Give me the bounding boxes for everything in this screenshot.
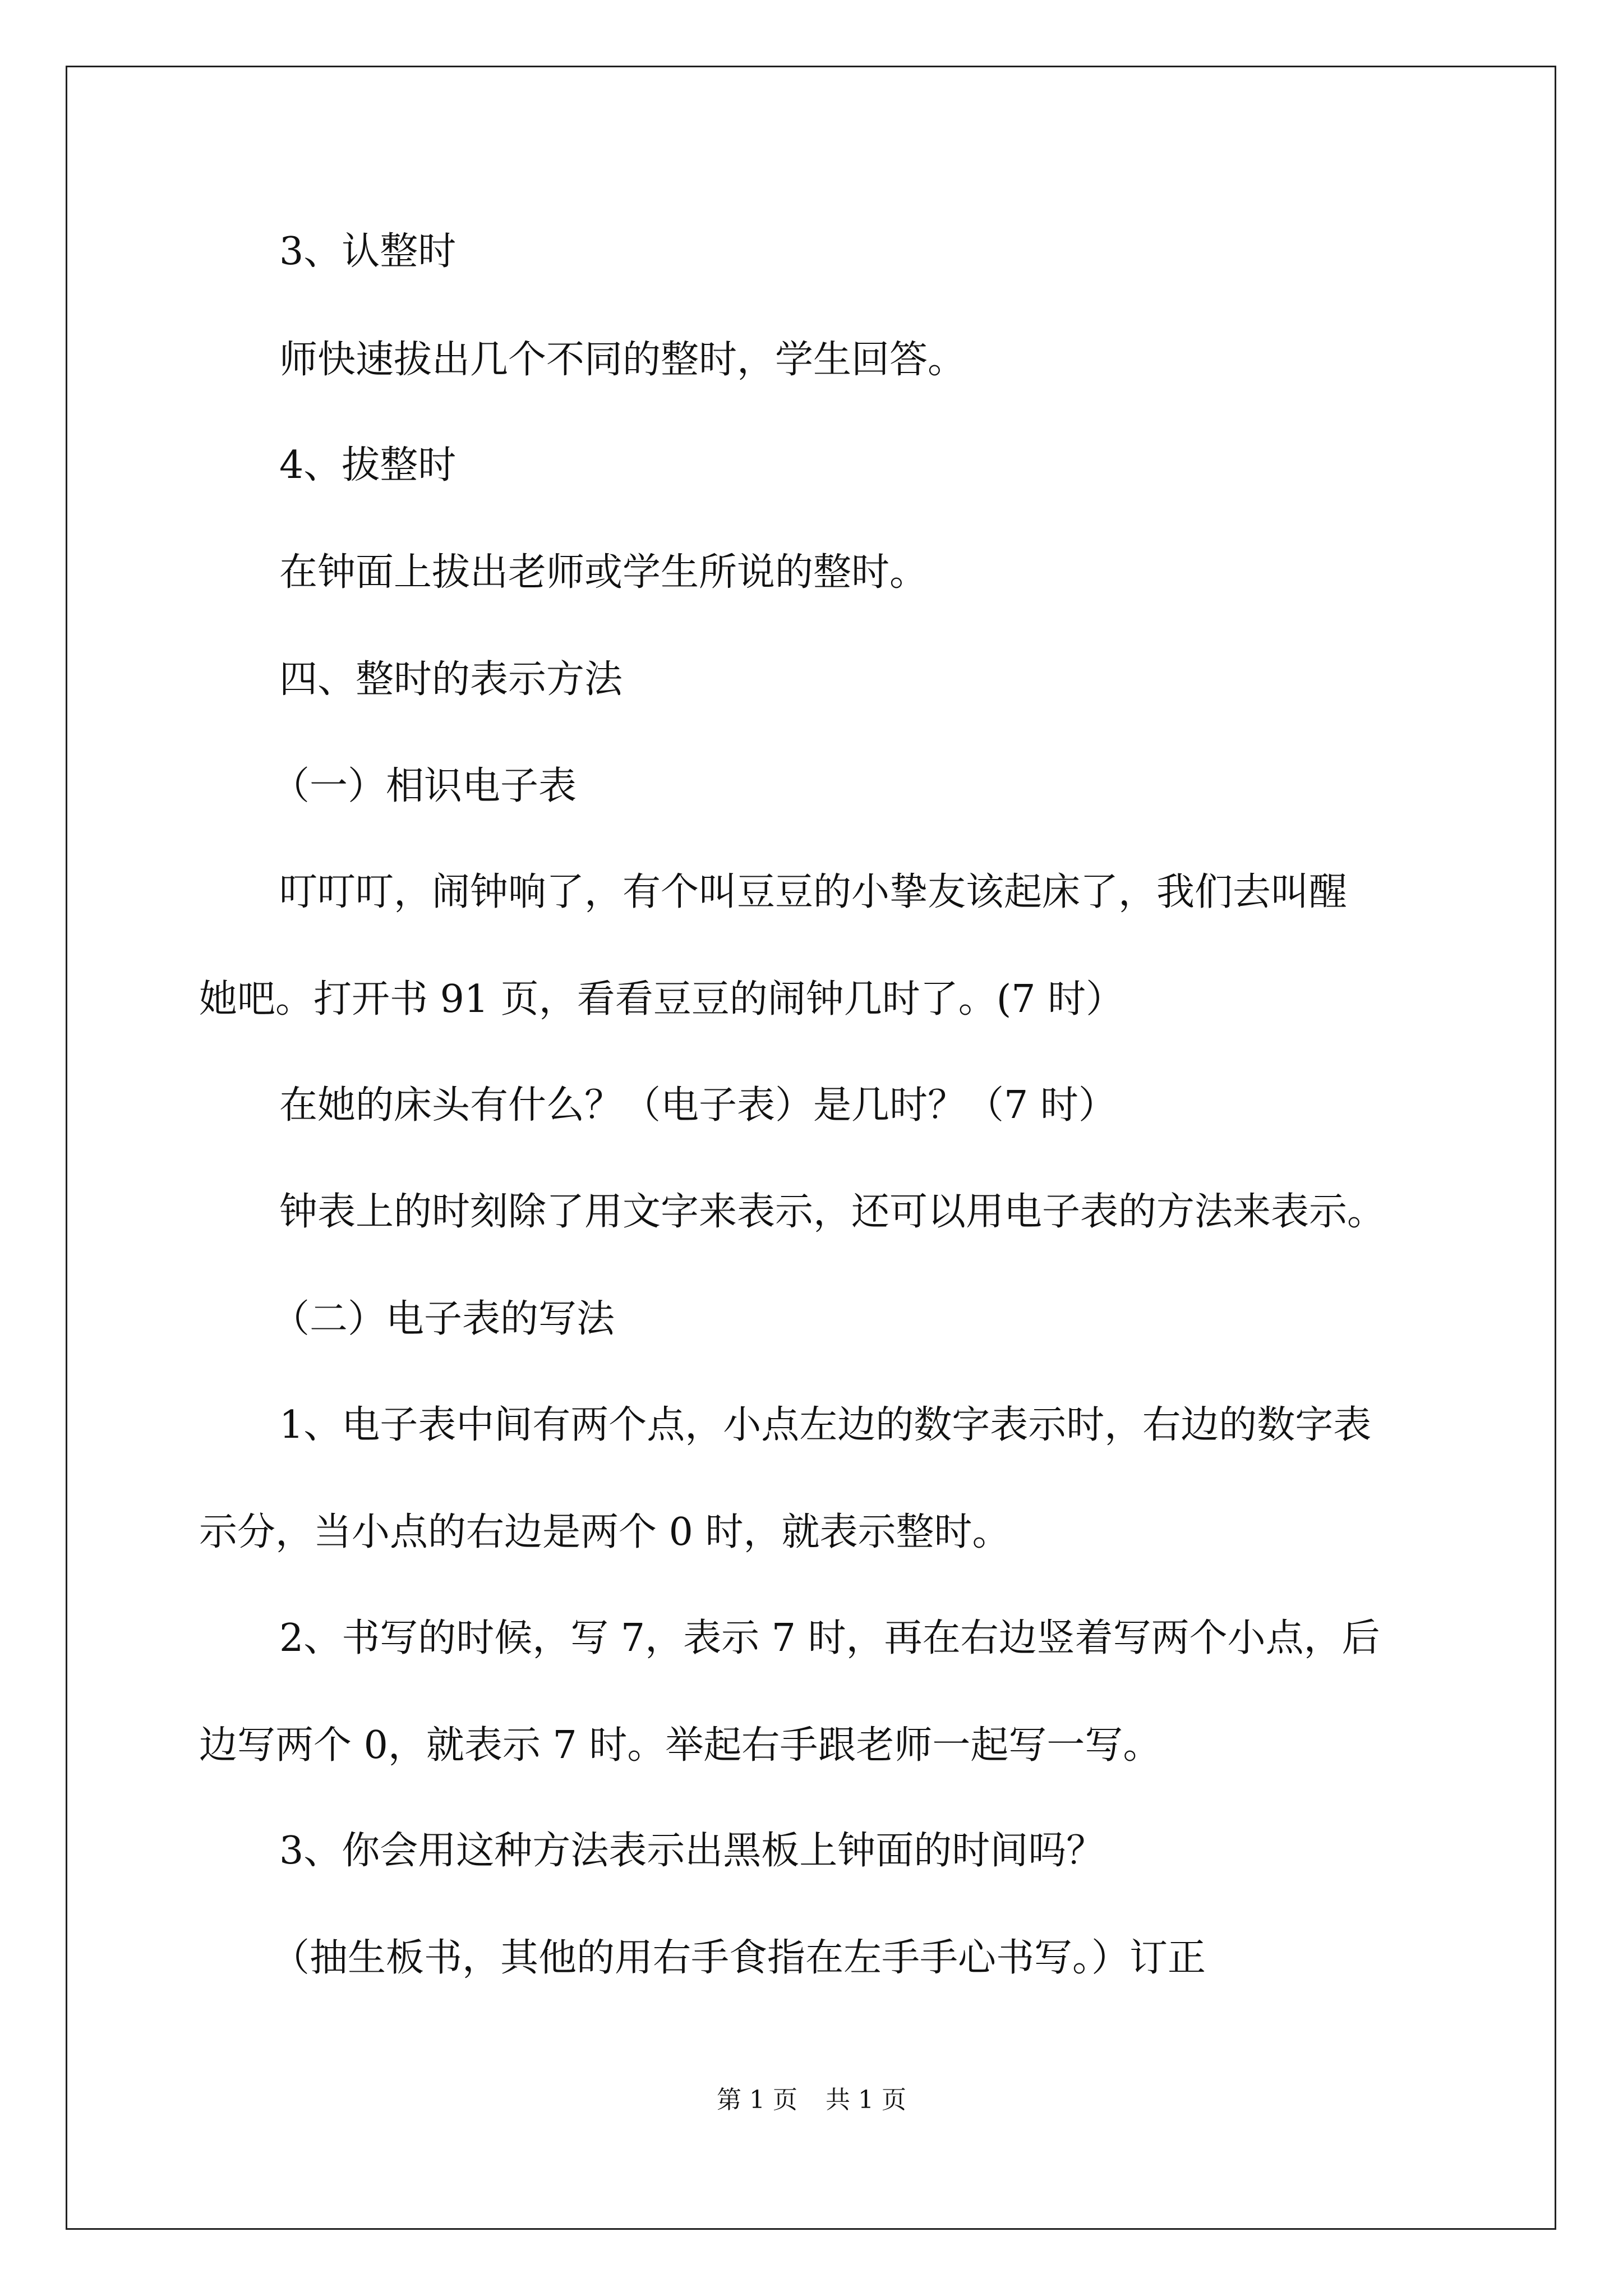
paragraph-alarm-line-2: 她吧。打开书 91 页，看看豆豆的闹钟几时了。(7 时）: [199, 977, 1124, 1022]
paragraph-alarm-line-1: 叮叮叮，闹钟响了，有个叫豆豆的小挚友该起床了，我们去叫醒: [279, 870, 1348, 914]
item-4-text: 在钟面上拔出老师或学生所说的整时。: [279, 550, 928, 595]
section-4-heading: 四、整时的表示方法: [279, 657, 623, 702]
paragraph-clock-methods: 钟表上的时刻除了用文字来表示，还可以用电子表的方法来表示。: [279, 1190, 1386, 1234]
point-2-line-1: 2、书写的时候，写 7，表示 7 时，再在右边竖着写两个小点，后: [279, 1616, 1380, 1660]
point-2-line-2: 边写两个 0，就表示 7 时。举起右手跟老师一起写一写。: [199, 1723, 1161, 1768]
page-total: 共 1 页: [826, 2086, 906, 2114]
point-1-line-2: 示分，当小点的右边是两个 0 时，就表示整时。: [199, 1510, 1011, 1554]
item-4-heading: 4、拔整时: [279, 443, 457, 487]
point-1-line-1: 1、电子表中间有两个点，小点左边的数字表示时，右边的数字表: [279, 1403, 1372, 1447]
subsection-2-heading: （二）电子表的写法: [271, 1297, 615, 1341]
paragraph-question: 在她的床头有什么？（电子表）是几时？（7 时）: [279, 1083, 1117, 1128]
page-border: [66, 66, 1556, 2230]
subsection-1-heading: （一）相识电子表: [271, 764, 577, 808]
point-3-text: 3、你会用这种方法表示出黑板上钟面的时间吗？: [279, 1829, 1105, 1873]
page-number: 第 1 页: [717, 2086, 797, 2114]
page-footer: [0, 2088, 1623, 2113]
item-3-text: 师快速拔出几个不同的整时，学生回答。: [279, 338, 966, 382]
point-3-note: （抽生板书，其他的用右手食指在左手手心书写。）订正: [271, 1936, 1206, 1980]
item-3-heading: 3、认整时: [279, 229, 457, 274]
